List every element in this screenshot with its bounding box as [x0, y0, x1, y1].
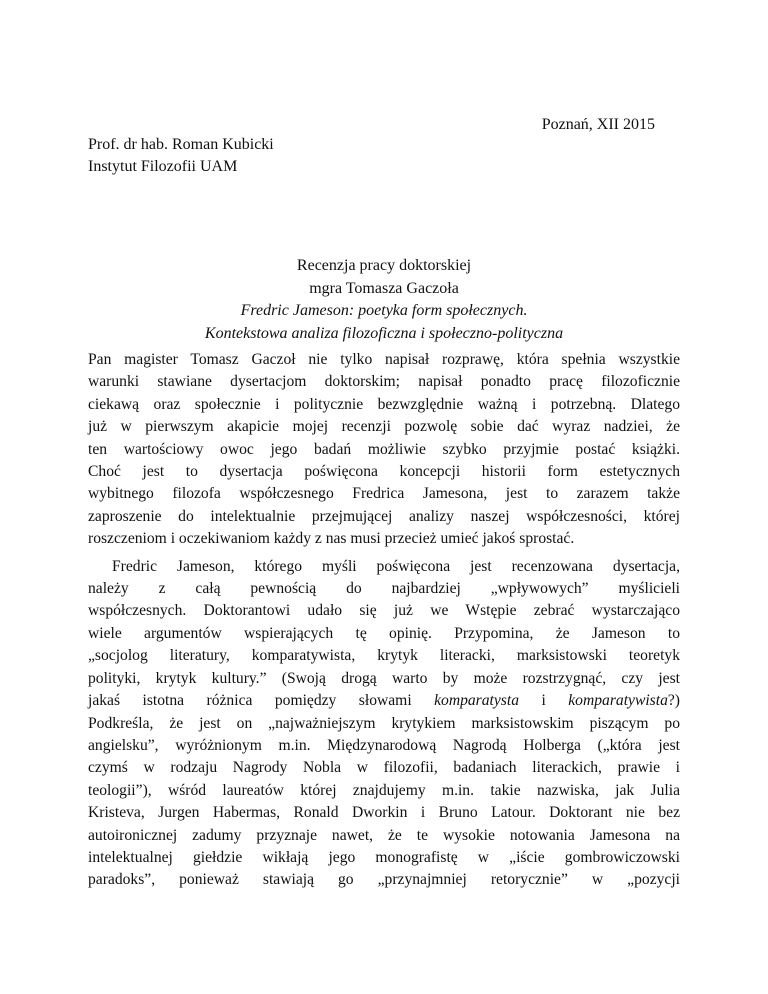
italic-term: komparatysta [434, 692, 519, 710]
text-line: intelektualnej giełdzie wikłają jego monografistę w „iście gombrowiczowski [88, 848, 680, 866]
document-date: Poznań, XII 2015 [541, 116, 655, 133]
text-line: autoironicznej zadumy przyznaje nawet, że te wysokie notowania Jamesona na [88, 826, 680, 844]
text-line: angielsku”, wyróżnionym m.in. Międzynarodową Nagrodą Holberga („która jest [88, 736, 680, 754]
text-line: Pan magister Tomasz Gaczoł nie tylko napisał rozprawę, która spełnia wszystkie [88, 351, 680, 368]
text-segment: i [519, 692, 569, 710]
text-line: polityki, krytyk kultury.” (Swoją drogą warto by może rozstrzygnąć, czy jest [88, 669, 680, 687]
review-title: Recenzja pracy doktorskiej [296, 257, 472, 274]
text-line: Fredric Jameson, którego myśli poświęcona jest recenzowana dysertacja, [112, 557, 680, 575]
text-segment: jakaś istotna różnica pomiędzy słowami [88, 692, 435, 710]
text-line: Kristeva, Jurgen Habermas, Ronald Dworkin i Bruno Latour. Doktorant nie bez [88, 804, 680, 822]
text-line: teologii”), wśród laureatów której znajdujemy m.in. takie nazwiska, jak Julia [88, 781, 680, 799]
text-line: paradoks”, ponieważ stawiają go „przynajmniej retorycznie” w „pozycji [88, 871, 680, 889]
review-body [88, 349, 680, 892]
text-line: już w pierwszym akapicie mojej recenzji pozwolę sobie dać wyraz nadziei, że [88, 418, 680, 436]
text-line: „socjolog literatury, komparatywista, krytyk literacki, marksistowski teoretyk [88, 647, 680, 665]
text-line-with-italics [88, 690, 680, 712]
text-line: Choć jest to dysertacja poświęcona koncepcji historii form estetycznych [88, 463, 680, 481]
text-segment: ?) [667, 692, 680, 710]
text-line: zaproszenie do intelektualnie przejmującej analizy naszej współczesności, której [88, 507, 680, 525]
review-title-block [88, 255, 680, 345]
author-block [88, 134, 274, 178]
text-line: warunki stawiane dysertacjom doktorskim; napisał ponadto pracę filozoficznie [88, 373, 680, 391]
text-line: czymś w rodzaju Nagrody Nobla w filozofii, badaniach literackich, prawie i [88, 759, 680, 777]
paragraph-2 [88, 556, 680, 892]
text-line: Podkreśla, że jest on „najważniejszym krytykiem marksistowskim piszącym po [88, 714, 680, 732]
dissertation-subtitle: Kontekstowa analiza filozoficzna i społeczno-polityczna [204, 324, 564, 342]
text-line: ciekawą oraz społecznie i politycznie bezwzględnie ważną i potrzebną. Dlatego [88, 395, 680, 413]
text-line: wybitnego filozofa współczesnego Fredrica Jamesona, jest to zarazem także [88, 485, 680, 503]
italic-term: komparatywista [568, 692, 668, 710]
text-line: roszczeniom i oczekiwaniom każdy z nas musi przecież umieć jakoś sprostać. [88, 530, 575, 548]
author-name: Prof. dr hab. Roman Kubicki [88, 136, 274, 153]
text-line: wiele argumentów wspierających tę opinię. Przypomina, że Jameson to [88, 624, 680, 642]
author-affiliation: Instytut Filozofii UAM [88, 158, 238, 175]
dissertation-title: Fredric Jameson: poetyka form społecznych. [240, 302, 528, 319]
paragraph-1 [88, 349, 680, 551]
text-line: należy z całą pewnością do najbardziej „wpływowych” myślicieli [88, 580, 680, 598]
review-subject: mgra Tomasza Gaczoła [309, 279, 459, 297]
text-line: ten wartościowy owoc jego badań możliwie szybko przyjmie postać książki. [88, 440, 680, 458]
text-line: współczesnych. Doktorantowi udało się już we Wstępie zebrać wystarczająco [88, 602, 680, 620]
